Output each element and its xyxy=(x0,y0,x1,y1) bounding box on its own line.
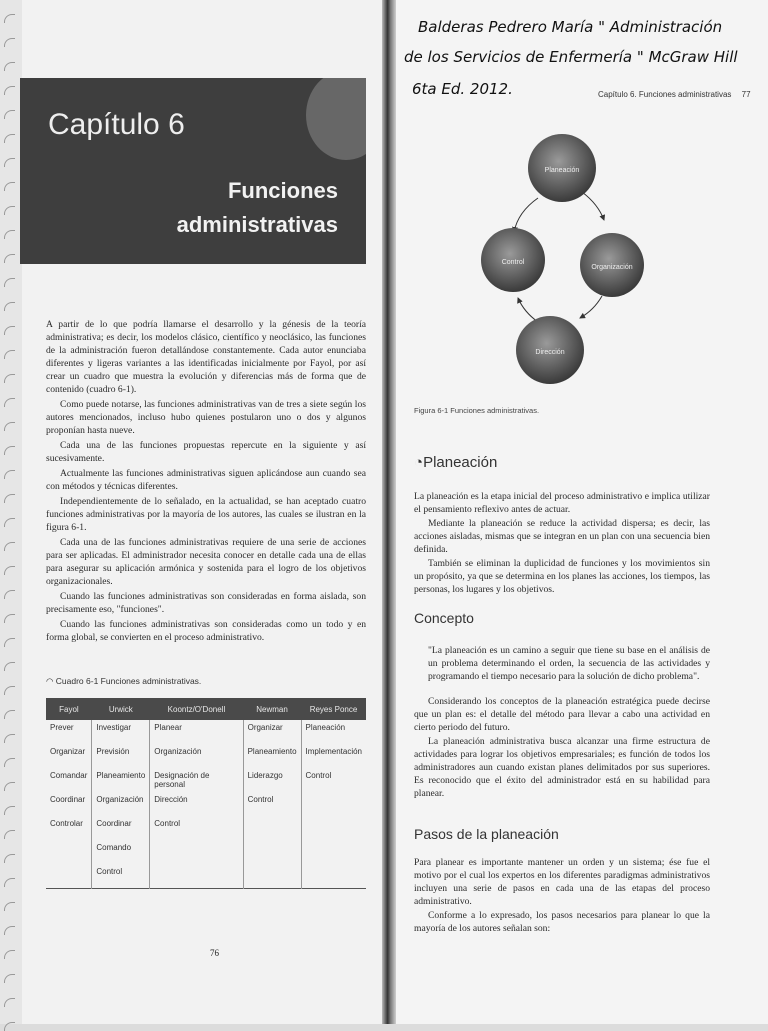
binding-ring xyxy=(4,638,15,647)
cycle-arrow xyxy=(580,296,602,318)
table-cell xyxy=(301,816,366,840)
svg-text:Dirección: Dirección xyxy=(535,349,565,356)
section-marker-icon: ◔ xyxy=(414,454,424,471)
binding-ring xyxy=(4,758,15,767)
binding-ring xyxy=(4,902,15,911)
table-cell: Comandar xyxy=(50,771,88,780)
cycle-node-planeacion xyxy=(528,134,596,202)
table-cell: Comando xyxy=(92,840,150,864)
table-cell xyxy=(301,840,366,864)
binding-ring xyxy=(4,950,15,959)
table-row xyxy=(46,768,366,792)
binding-ring xyxy=(4,686,15,695)
table-cell xyxy=(46,864,92,889)
table-cell: Previsión xyxy=(92,744,150,768)
handwritten-citation-line-3: 6ta Ed. 2012. xyxy=(412,80,513,98)
table-cell: Designación de personal xyxy=(150,768,243,792)
binding-ring xyxy=(4,206,15,215)
chapter-title-line-2: administrativas xyxy=(176,212,338,237)
svg-text:Planeación: Planeación xyxy=(544,167,580,174)
binding-ring xyxy=(4,926,15,935)
paragraph: La planeación es la etapa inicial del proceso administrativo e implica utilizar el pensamiento reflexivo antes de actuar. xyxy=(414,491,710,515)
table-cell: Planeamiento xyxy=(92,768,150,792)
heading-concepto: Concepto xyxy=(414,610,474,626)
table-row xyxy=(46,840,366,864)
binding-ring xyxy=(4,446,15,455)
binding-ring xyxy=(4,86,15,95)
binding-ring xyxy=(4,182,15,191)
table-cell: Prever xyxy=(50,723,74,732)
binding-ring xyxy=(4,158,15,167)
binding-ring xyxy=(4,830,15,839)
table-cell xyxy=(301,792,366,816)
binding-ring xyxy=(4,566,15,575)
binding-ring xyxy=(4,590,15,599)
binding-ring xyxy=(4,278,15,287)
table-caption: ◠ Cuadro 6-1 Funciones administrativas. xyxy=(46,676,202,686)
svg-text:Control: Control xyxy=(501,259,525,266)
binding-ring xyxy=(4,878,15,887)
table-cell: Organizar xyxy=(50,747,86,756)
table-cell: Implementación xyxy=(301,744,366,768)
svg-text:Organización: Organización xyxy=(591,264,633,271)
binding-ring xyxy=(4,230,15,239)
paragraph: Para planear es importante mantener un orden y un sistema; ése fue el motivo por el cual los expertos en los diferentes paradigmas administrativos incluyen una serie de pasos en cada una de las etapas del proceso administrativo. xyxy=(414,857,710,907)
binding-ring xyxy=(4,14,15,23)
table-cell xyxy=(243,864,301,889)
table-row xyxy=(46,792,366,816)
paragraph: A partir de lo que podría llamarse el desarrollo y la génesis de la teoría administrativa; es decir, los modelos clásico, científico y neoclásico, las funciones de la administración fueron detallándose constantemente. Cada autor enunciaba diferentes y ligeras variantes a las identificadas inicialmente por Fayol, por así crear un cuadro que muestra la evolución y diferencias más de forma que de contenido (cuadro 6-1). xyxy=(46,319,366,395)
table-cell: Control xyxy=(150,816,243,840)
concept-quote: "La planeación es un camino a seguir que tiene su base en el análisis de un problema determinando el orden, la secuencia de las actividades y programando el tiempo necesario para la solución de dicho problema". xyxy=(428,645,710,682)
table-cell: Investigar xyxy=(92,720,150,744)
binding-ring xyxy=(4,422,15,431)
pasos-text xyxy=(414,856,710,936)
cycle-arrow xyxy=(514,198,538,232)
table-row xyxy=(46,816,366,840)
cycle-node-organizacion xyxy=(580,233,644,297)
concepto-text xyxy=(414,644,710,801)
table-cell xyxy=(150,864,243,889)
cycle-node-direccion xyxy=(516,316,584,384)
paragraph: Cuando las funciones administrativas son consideradas en forma aislada, son precisamente eso, "funciones". xyxy=(46,591,366,615)
paragraph: Mediante la planeación se reduce la actividad dispersa; es decir, las acciones aisladas, mismas que se integran en un plan con una secuencia bien definida. xyxy=(414,518,710,555)
paragraph: Independientemente de lo señalado, en la actualidad, se han aceptado cuatro funciones administrativas por la mayoría de los autores, las cuales se ilustran en la figura 6-1. xyxy=(46,496,366,533)
table-cell: Control xyxy=(92,864,150,889)
paragraph: Cada una de las funciones propuestas repercute en la siguiente y así sucesivamente. xyxy=(46,440,366,464)
table-header: Koontz/O'Donell xyxy=(150,698,243,720)
table-cell: Control xyxy=(243,792,301,816)
binding-ring xyxy=(4,974,15,983)
table-header: Newman xyxy=(243,698,301,720)
binding-ring xyxy=(4,710,15,719)
binding-ring xyxy=(4,326,15,335)
table-cell: Controlar xyxy=(50,819,83,828)
page-number-left: 76 xyxy=(210,948,219,958)
table-cell: Organización xyxy=(150,744,243,768)
table-row xyxy=(46,864,366,889)
paragraph: La planeación administrativa busca alcanzar una firme estructura de actividades para lograr los objetivos empresariales; es función de todos los administradores aun cuando existan planes delimitados por sus superiores. Es reconocido que el éxito del administrador está en su habilidad para planear. xyxy=(414,736,710,799)
table-header: Urwick xyxy=(92,698,150,720)
paragraph: También se eliminan la duplicidad de funciones y los movimientos sin un propósito, ya que se determina en los planes las acciones, los tiempos, las personas, los lugares y los objetivos. xyxy=(414,558,710,595)
table-cell: Planeación xyxy=(301,720,366,744)
table-row xyxy=(46,720,366,744)
cycle-node-control xyxy=(481,228,545,292)
binding-ring xyxy=(4,998,15,1007)
binding-ring xyxy=(4,734,15,743)
binding-ring xyxy=(4,134,15,143)
table-cell xyxy=(150,840,243,864)
binding-ring xyxy=(4,374,15,383)
table-cell: Coordinar xyxy=(50,795,86,804)
cycle-arrow xyxy=(518,298,538,322)
book-gutter xyxy=(382,0,396,1024)
banner-decoration xyxy=(306,78,366,160)
functions-table xyxy=(46,698,366,889)
binding-ring xyxy=(4,662,15,671)
handwritten-citation-line-1: Balderas Pedrero María " Administración xyxy=(418,18,723,36)
table-cell: Organización xyxy=(92,792,150,816)
binding-ring xyxy=(4,1022,15,1031)
paragraph: Conforme a lo expresado, los pasos necesarios para planear lo que la mayoría de los autores señalan son: xyxy=(414,910,710,934)
binding-ring xyxy=(4,614,15,623)
table-cell xyxy=(243,816,301,840)
table-cell: Organizar xyxy=(243,720,301,744)
paragraph: Cada una de las funciones administrativas requiere de una serie de acciones para ser aplicadas. El administrador necesita conocer en detalle cada una de ellas para asegurar su aplicación armónica y sostenida para el logro de los objetivos organizacionales. xyxy=(46,537,366,587)
circle-bullet-icon: ◠ xyxy=(46,676,56,686)
table-cell xyxy=(46,840,92,864)
table-header: Reyes Ponce xyxy=(301,698,366,720)
binding-ring xyxy=(4,398,15,407)
table-cell: Liderazgo xyxy=(243,768,301,792)
chapter-title-line-1: Funciones xyxy=(227,178,338,203)
chapter-banner xyxy=(20,78,366,264)
table-cell xyxy=(243,840,301,864)
cycle-arrow xyxy=(582,192,604,220)
left-body-text xyxy=(46,318,366,646)
binding-ring xyxy=(4,494,15,503)
binding-ring xyxy=(4,254,15,263)
handwritten-citation-line-2: de los Servicios de Enfermería " McGraw Hill xyxy=(404,48,738,66)
binding-ring xyxy=(4,806,15,815)
table-cell: Planear xyxy=(150,720,243,744)
table-cell: Coordinar xyxy=(92,816,150,840)
table-cell: Planeamiento xyxy=(243,744,301,768)
table-cell: Control xyxy=(301,768,366,792)
table-cell: Dirección xyxy=(150,792,243,816)
binding-ring xyxy=(4,518,15,527)
paragraph: Como puede notarse, las funciones administrativas van de tres a siete según los autores mencionados, incluso hubo quienes postularon uno o dos y algunos proponían hasta nueve. xyxy=(46,399,366,436)
chapter-label: Capítulo 6 xyxy=(48,108,185,141)
binding-ring xyxy=(4,470,15,479)
binding-ring xyxy=(4,782,15,791)
running-head: Capítulo 6. Funciones administrativas 77 xyxy=(598,90,751,99)
binding-ring xyxy=(4,854,15,863)
heading-planeacion: ◔Planeación xyxy=(414,454,498,471)
binding-ring xyxy=(4,542,15,551)
page-number-right: 77 xyxy=(741,90,751,99)
binding-ring xyxy=(4,302,15,311)
binding-ring xyxy=(4,62,15,71)
figure-caption: Figura 6-1 Funciones administrativas. xyxy=(414,406,540,415)
paragraph: Actualmente las funciones administrativas siguen aplicándose aun cuando sea con métodos y técnicas diferentes. xyxy=(46,468,366,492)
table-row xyxy=(46,744,366,768)
functions-cycle-diagram xyxy=(480,120,660,410)
spiral-binding xyxy=(0,0,22,1024)
binding-ring xyxy=(4,110,15,119)
table-cell xyxy=(301,864,366,889)
paragraph: Considerando los conceptos de la planeación estratégica puede decirse que un plan es: el detalle del método para llevar a cabo una actividad en cierto periodo del futuro. xyxy=(414,696,710,733)
binding-ring xyxy=(4,38,15,47)
planeacion-text xyxy=(414,490,710,597)
heading-pasos: Pasos de la planeación xyxy=(414,826,559,842)
table-header: Fayol xyxy=(46,698,92,720)
paragraph: Cuando las funciones administrativas son consideradas como un todo y en forma global, se convierten en el proceso administrativo. xyxy=(46,619,366,643)
binding-ring xyxy=(4,350,15,359)
